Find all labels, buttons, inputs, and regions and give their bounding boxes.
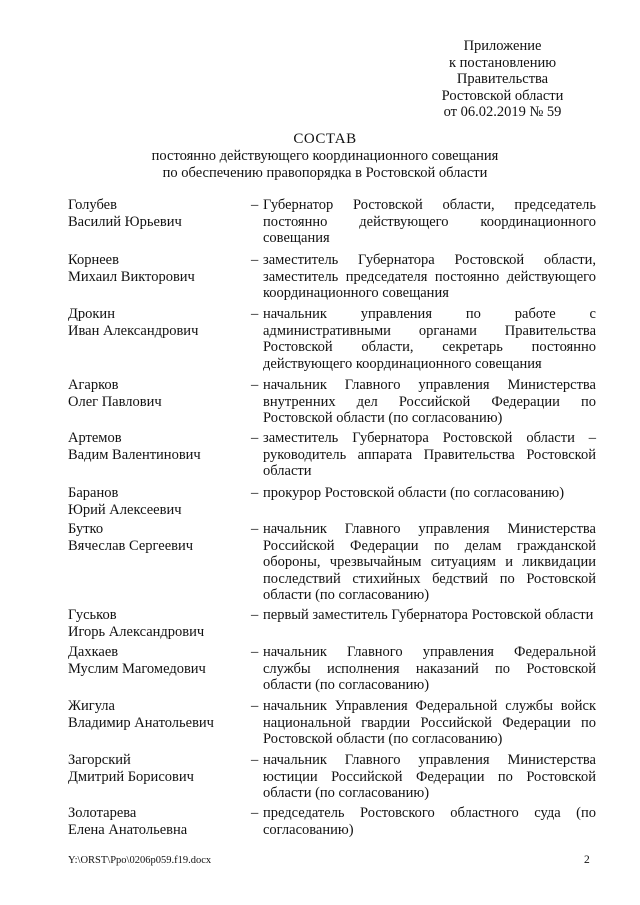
member-name <box>68 644 243 677</box>
document-subtitle-line-1: постоянно действующего координационного совещания <box>151 147 499 164</box>
member-role: первый заместитель Губернатора Ростовской области <box>263 607 594 623</box>
member-first-names: Вячеслав Сергеевич <box>68 537 194 554</box>
member-role: Губернатор Ростовской области, председатель постоянно действующего координационного совещания <box>263 197 596 246</box>
member-name <box>68 607 243 640</box>
member-role: прокурор Ростовской области (по согласованию) <box>263 485 565 501</box>
member-role: начальник управления по работе с административными органами Правительства Ростовской области, секретарь постоянно действующего координационного совещания <box>263 306 596 372</box>
member-name <box>68 805 243 838</box>
member-first-names: Дмитрий Борисович <box>68 768 194 785</box>
member-role: заместитель Губернатора Ростовской области – руководитель аппарата Правительства Ростовской области <box>263 430 596 479</box>
member-name <box>68 521 243 554</box>
member-first-names: Иван Александрович <box>68 322 199 339</box>
member-surname: Голубев <box>68 197 117 213</box>
member-surname: Золотарева <box>68 805 137 821</box>
member-name <box>68 197 243 230</box>
member-role: начальник Управления Федеральной службы войск национальной гвардии Российской Федерации по Ростовской области (по согласованию) <box>263 698 596 747</box>
member-dash: – <box>251 607 259 623</box>
member-surname: Дрокин <box>68 306 115 322</box>
member-first-names: Елена Анатольевна <box>68 821 188 838</box>
member-surname: Жигула <box>68 698 115 714</box>
member-dash: – <box>251 805 259 821</box>
member-surname: Загорский <box>68 752 131 768</box>
member-dash: – <box>251 521 259 537</box>
member-role: начальник Главного управления Министерства внутренних дел Российской Федерации по Ростовской области (по согласованию) <box>263 377 596 426</box>
member-name <box>68 430 243 463</box>
member-dash: – <box>251 430 259 446</box>
member-surname: Дахкаев <box>68 644 119 660</box>
member-dash: – <box>251 377 259 393</box>
member-dash: – <box>251 306 259 322</box>
member-surname: Корнеев <box>68 252 119 268</box>
member-dash: – <box>251 698 259 714</box>
member-role: заместитель Губернатора Ростовской области, заместитель председателя постоянно действующего координационного совещания <box>263 252 596 301</box>
member-surname: Агарков <box>68 377 119 393</box>
member-name <box>68 306 243 339</box>
document-title: СОСТАВ <box>293 131 357 147</box>
appendix-line: от 06.02.2019 № 59 <box>443 104 562 121</box>
member-role: начальник Главного управления Федеральной службы исполнения наказаний по Ростовской области (по согласованию) <box>263 644 596 693</box>
member-role: начальник Главного управления Министерства юстиции Российской Федерации по Ростовской области (по согласованию) <box>263 752 596 801</box>
member-dash: – <box>251 485 259 501</box>
member-first-names: Муслим Магомедович <box>68 660 206 677</box>
member-dash: – <box>251 644 259 660</box>
member-dash: – <box>251 252 259 268</box>
document-title-block <box>60 131 590 181</box>
member-dash: – <box>251 197 259 213</box>
member-first-names: Олег Павлович <box>68 393 162 410</box>
member-name <box>68 377 243 410</box>
appendix-line: Ростовской области <box>441 87 564 104</box>
member-first-names: Игорь Александрович <box>68 623 205 640</box>
member-name <box>68 752 243 785</box>
member-surname: Баранов <box>68 485 119 501</box>
member-name <box>68 252 243 285</box>
footer-file-path: Y:\ORST\Ppo\0206p059.f19.docx <box>68 855 212 866</box>
member-role: начальник Главного управления Министерства Российской Федерации по делам гражданской обороны, чрезвычайным ситуациям и ликвидации последствий стихийных бедствий по Ростовской области (по согласованию) <box>263 521 596 603</box>
member-first-names: Владимир Анатольевич <box>68 714 214 731</box>
member-surname: Гуськов <box>68 607 117 623</box>
member-surname: Артемов <box>68 430 122 446</box>
appendix-line: к постановлению <box>448 54 557 71</box>
member-first-names: Юрий Алексеевич <box>68 501 182 518</box>
document-subtitle-line-2: по обеспечению правопорядка в Ростовской области <box>162 164 488 181</box>
member-first-names: Вадим Валентинович <box>68 446 201 463</box>
appendix-line: Приложение <box>463 38 542 54</box>
member-name <box>68 698 243 731</box>
member-first-names: Василий Юрьевич <box>68 213 182 230</box>
member-role: председатель Ростовского областного суда (по согласованию) <box>263 805 596 838</box>
appendix-block <box>400 38 605 121</box>
member-surname: Бутко <box>68 521 104 537</box>
member-name <box>68 485 243 518</box>
appendix-line: Правительства <box>456 71 549 88</box>
member-first-names: Михаил Викторович <box>68 268 195 285</box>
member-dash: – <box>251 752 259 768</box>
footer-page-number: 2 <box>584 854 590 866</box>
